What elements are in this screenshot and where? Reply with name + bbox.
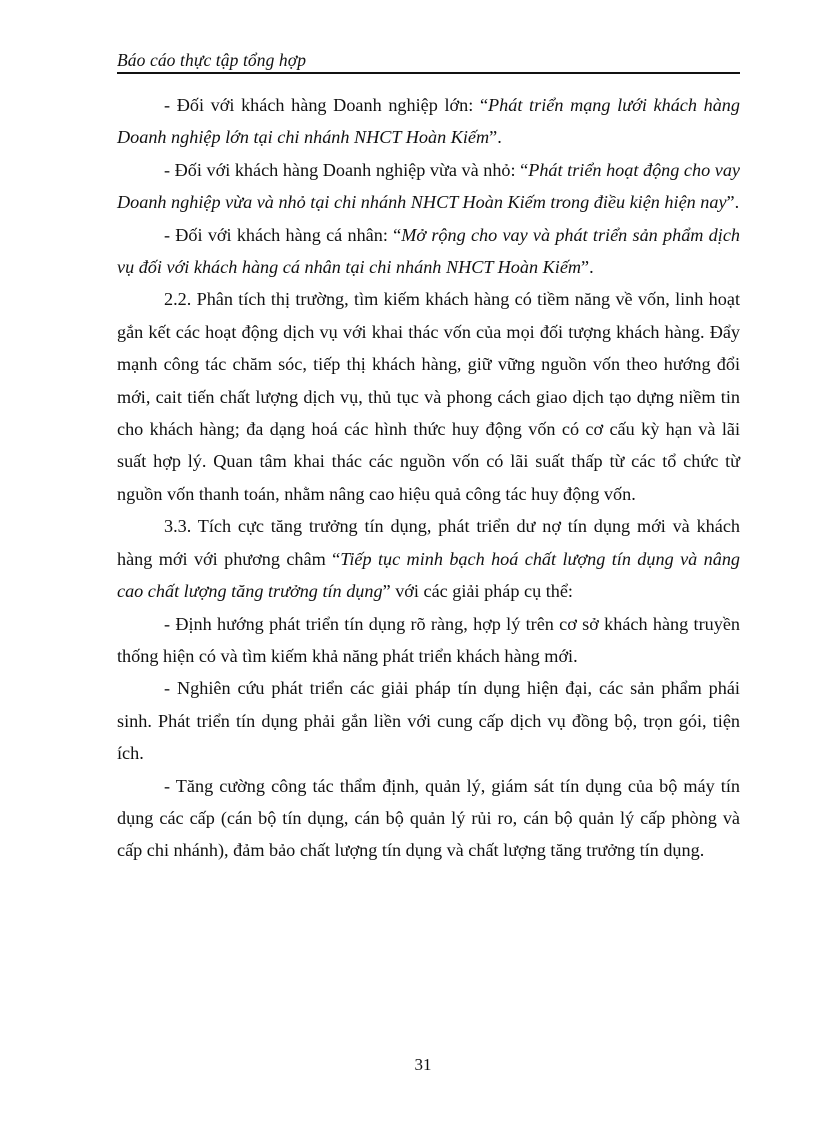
paragraph xyxy=(117,672,740,769)
text-run: ”. xyxy=(726,192,740,213)
text-run: - Đối với khách hàng Doanh nghiệp vừa và nhỏ: “ xyxy=(164,159,529,180)
text-run: 3.3. Tích cực tăng trưởng tín dụng, phát triển dư nợ tín dụng mới và khách hàng mới với phương châm “ xyxy=(117,516,740,569)
text-run: ”. xyxy=(489,127,502,148)
paragraph xyxy=(117,608,740,673)
header-title: Báo cáo thực tập tổng hợp xyxy=(117,50,307,70)
text-run: - Tăng cường công tác thẩm định, quản lý, giám sát tín dụng của bộ máy tín dụng các cấp (cán bộ tín dụng, cán bộ quản lý rủi ro, cán bộ quản lý cấp phòng và cấp chi nhánh), đảm bảo chất lượng tín dụng và chất lượng tăng trưởng tín dụng. xyxy=(117,775,740,861)
text-run: ”. xyxy=(581,257,594,278)
page-number: 31 xyxy=(414,1055,432,1074)
document-body xyxy=(117,89,740,867)
paragraph xyxy=(117,154,740,219)
paragraph xyxy=(117,283,740,510)
italic-text: Phát triển hoạt động cho vay Doanh nghiệp vừa và nhỏ tại chi nhánh NHCT Hoàn Kiếm trong điều kiện hiện nay xyxy=(117,159,740,213)
italic-text: Mở rộng cho vay và phát triển sản phẩm dịch vụ đối với khách hàng cá nhân tại chi nhánh NHCT Hoàn Kiếm xyxy=(117,224,740,278)
text-run: - Đối với khách hàng Doanh nghiệp lớn: “ xyxy=(164,95,489,115)
text-run: - Đối với khách hàng cá nhân: “ xyxy=(164,224,402,245)
paragraph xyxy=(117,510,740,607)
paragraph xyxy=(117,219,740,284)
text-run: - Định hướng phát triển tín dụng rõ ràng, hợp lý trên cơ sở khách hàng truyền thống hiện có và tìm kiếm khả năng phát triển khách hàng mới. xyxy=(117,613,740,666)
text-run: ” với các giải pháp cụ thể: xyxy=(382,581,573,602)
paragraph xyxy=(117,770,740,867)
italic-text: Tiếp tục minh bạch hoá chất lượng tín dụng và nâng cao chất lượng tăng trưởng tín dụng xyxy=(117,548,741,602)
text-run: 2.2. Phân tích thị trường, tìm kiếm khách hàng có tiềm năng về vốn, linh hoạt gắn kết các hoạt động dịch vụ với khai thác vốn của mọi đối tượng khách hàng. Đẩy mạnh công tác chăm sóc, tiếp thị khách hàng, giữ vững nguồn vốn theo hướng đổi mới, cait tiến chất lượng dịch vụ, thủ tục và phong cách giao dịch tạo dựng niềm tin cho khách hàng; đa dạng hoá các hình thức huy động vốn có cơ cấu kỳ hạn và lãi suất hợp lý. Quan tâm khai thác các nguồn vốn có lãi suất thấp từ các tổ chức từ nguồn vốn thanh toán, nhằm nâng cao hiệu quả công tác huy động vốn. xyxy=(117,289,740,504)
italic-text: Phát triển mạng lưới khách hàng Doanh nghiệp lớn tại chi nhánh NHCT Hoàn Kiếm xyxy=(117,95,740,148)
page-header xyxy=(117,50,740,74)
text-run: - Nghiên cứu phát triển các giải pháp tín dụng hiện đại, các sản phẩm phái sinh. Phát triển tín dụng phải gắn liền với cung cấp dịch vụ đồng bộ, trọn gói, tiện ích. xyxy=(117,678,740,764)
paragraph xyxy=(117,89,740,154)
